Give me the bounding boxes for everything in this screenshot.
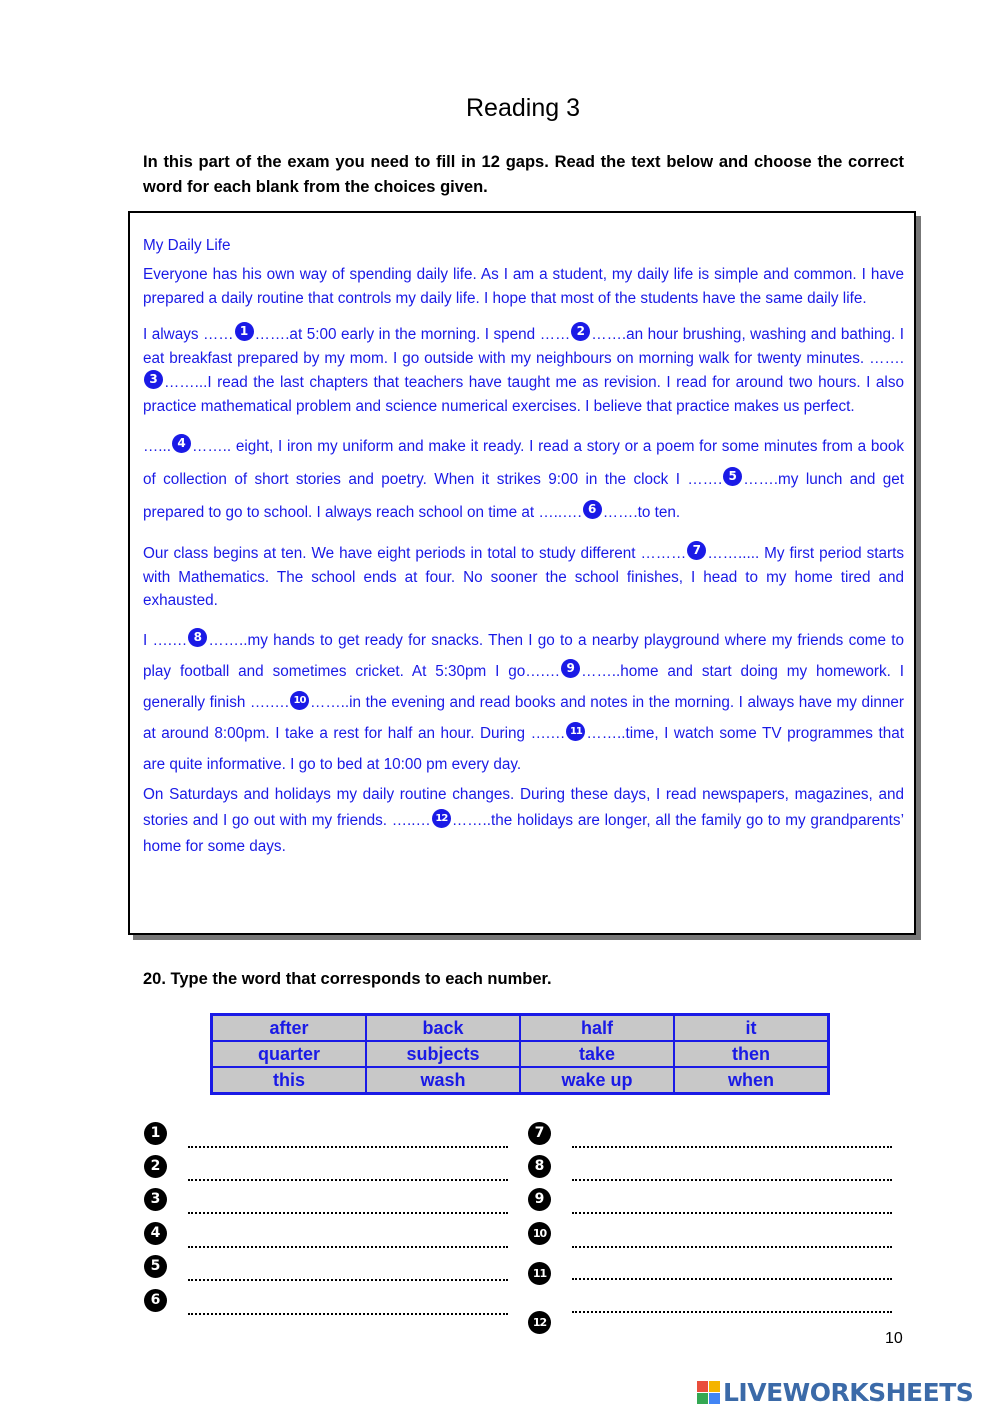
answer-input-10[interactable] <box>572 1226 892 1248</box>
reading-text <box>143 234 904 872</box>
answer-number-5: 5 <box>144 1255 167 1278</box>
answer-number-9: 9 <box>528 1188 551 1211</box>
word-bank-cell: half <box>520 1015 674 1042</box>
gap-marker-11: 11 <box>566 722 585 741</box>
page-title: Reading 3 <box>466 94 580 122</box>
word-bank-cell: back <box>366 1015 520 1042</box>
paragraph-6: On Saturdays and holidays my daily routine changes. During these days, I read newspapers, magazines, and stories and I go out with my friends. …..… 12 ……..the holidays are longer, all the family go to my grandparents’ home for some days. <box>143 785 904 855</box>
answer-input-12[interactable] <box>572 1291 892 1313</box>
paragraph-5: I ….… 8 ……..my hands to get ready for snacks. Then I go to a nearby playground where my friends come to play football and sometimes cricket. At 5:30pm I go….… 9 ……..home and start doing my homework. I generally finish ….…. 10 ……..in the evening and read books and notes in the morning. I always have my dinner at around 8:00pm. I take a rest for half an hour. During ….… 11 ……..time, I watch some TV programmes that are quite informative. I go to bed at 10:00 pm every day. <box>143 629 904 773</box>
answer-number-6: 6 <box>144 1289 167 1312</box>
logo-square <box>697 1393 708 1404</box>
gap-marker-12: 12 <box>432 809 451 828</box>
word-bank-cell: subjects <box>366 1041 520 1067</box>
page-number: 10 <box>885 1330 903 1347</box>
brand-name: LIVEWORKSHEETS <box>723 1378 974 1407</box>
gap-marker-9: 9 <box>561 659 580 678</box>
word-bank-cell: then <box>674 1041 829 1067</box>
liveworksheets-brand[interactable] <box>697 1378 973 1407</box>
paragraph-4: Our class begins at ten. We have eight periods in total to study different ……… 7 ……..... My first period starts with Mathematics. The school ends at four. No sooner the school finishes, I head to my home tired and exhausted. <box>143 543 904 609</box>
logo-square <box>709 1393 720 1404</box>
answer-input-11[interactable] <box>572 1258 892 1280</box>
word-bank-cell: wake up <box>520 1067 674 1094</box>
word-bank-cell: after <box>212 1015 367 1042</box>
answer-input-4[interactable] <box>188 1226 508 1248</box>
answer-number-7: 7 <box>528 1122 551 1145</box>
word-bank-row <box>212 1067 829 1094</box>
exam-instructions: In this part of the exam you need to fill in 12 gaps. Read the text below and choose the correct word for each blank from the choices given. <box>143 153 904 196</box>
logo-square <box>697 1381 708 1392</box>
gap-marker-3: 3 <box>144 370 163 389</box>
answer-number-1: 1 <box>144 1122 167 1145</box>
gap-marker-8: 8 <box>188 628 207 647</box>
answer-number-4: 4 <box>144 1222 167 1245</box>
word-bank-cell: it <box>674 1015 829 1042</box>
answer-input-1[interactable] <box>188 1126 508 1148</box>
paragraph-3: …... 4 …….. eight, I iron my uniform and make it ready. I read a story or a poem for some minutes from a book of collection of short stories and poetry. When it strikes 9:00 in the clock I ……. 5 …….my lunch and get prepared to go to school. I always reach school on time at …..…. 6 …….to ten. <box>143 436 904 521</box>
answer-input-6[interactable] <box>188 1293 508 1315</box>
answer-number-3: 3 <box>144 1188 167 1211</box>
answer-number-12: 12 <box>528 1311 551 1334</box>
answer-input-5[interactable] <box>188 1259 508 1281</box>
exercise-instruction: 20. Type the word that corresponds to each number. <box>143 970 552 988</box>
word-bank-cell: take <box>520 1041 674 1067</box>
answer-input-2[interactable] <box>188 1159 508 1181</box>
answer-number-8: 8 <box>528 1155 551 1178</box>
paragraph-1: Everyone has his own way of spending daily life. As I am a student, my daily life is simple and common. I have prepared a daily routine that controls my daily life. I hope that most of the students have the same daily life. <box>143 266 904 307</box>
gap-marker-6: 6 <box>583 500 602 519</box>
answer-number-11: 11 <box>528 1262 551 1285</box>
word-bank-cell: this <box>212 1067 367 1094</box>
answer-input-7[interactable] <box>572 1126 892 1148</box>
word-bank-table <box>210 1013 830 1095</box>
liveworksheets-logo-icon <box>697 1381 720 1404</box>
gap-marker-2: 2 <box>571 322 590 341</box>
answer-input-8[interactable] <box>572 1159 892 1181</box>
word-bank-row <box>212 1015 829 1042</box>
paragraph-2: I always …… 1 …….at 5:00 early in the morning. I spend …… 2 …….an hour brushing, washing and bathing. I eat breakfast prepared by my mom. I go outside with my neighbours on morning walk for twenty minutes. …….3 ……...I read the last chapters that teachers have taught me as revision. I read for around two hours. I also practice mathematical problem and science numerical exercises. I believe that practice makes us perfect. <box>143 324 904 415</box>
gap-marker-1: 1 <box>235 322 254 341</box>
answer-input-3[interactable] <box>188 1192 508 1214</box>
gap-marker-10: 10 <box>290 691 309 710</box>
word-bank-cell: when <box>674 1067 829 1094</box>
answer-number-10: 10 <box>528 1222 551 1245</box>
word-bank-cell: quarter <box>212 1041 367 1067</box>
answer-input-9[interactable] <box>572 1192 892 1214</box>
answer-number-2: 2 <box>144 1155 167 1178</box>
word-bank-row <box>212 1041 829 1067</box>
reading-passage-box <box>128 211 916 935</box>
passage-heading: My Daily Life <box>143 237 231 254</box>
gap-marker-7: 7 <box>687 541 706 560</box>
gap-marker-4: 4 <box>172 434 191 453</box>
gap-marker-5: 5 <box>723 467 742 486</box>
logo-square <box>709 1381 720 1392</box>
word-bank-cell: wash <box>366 1067 520 1094</box>
